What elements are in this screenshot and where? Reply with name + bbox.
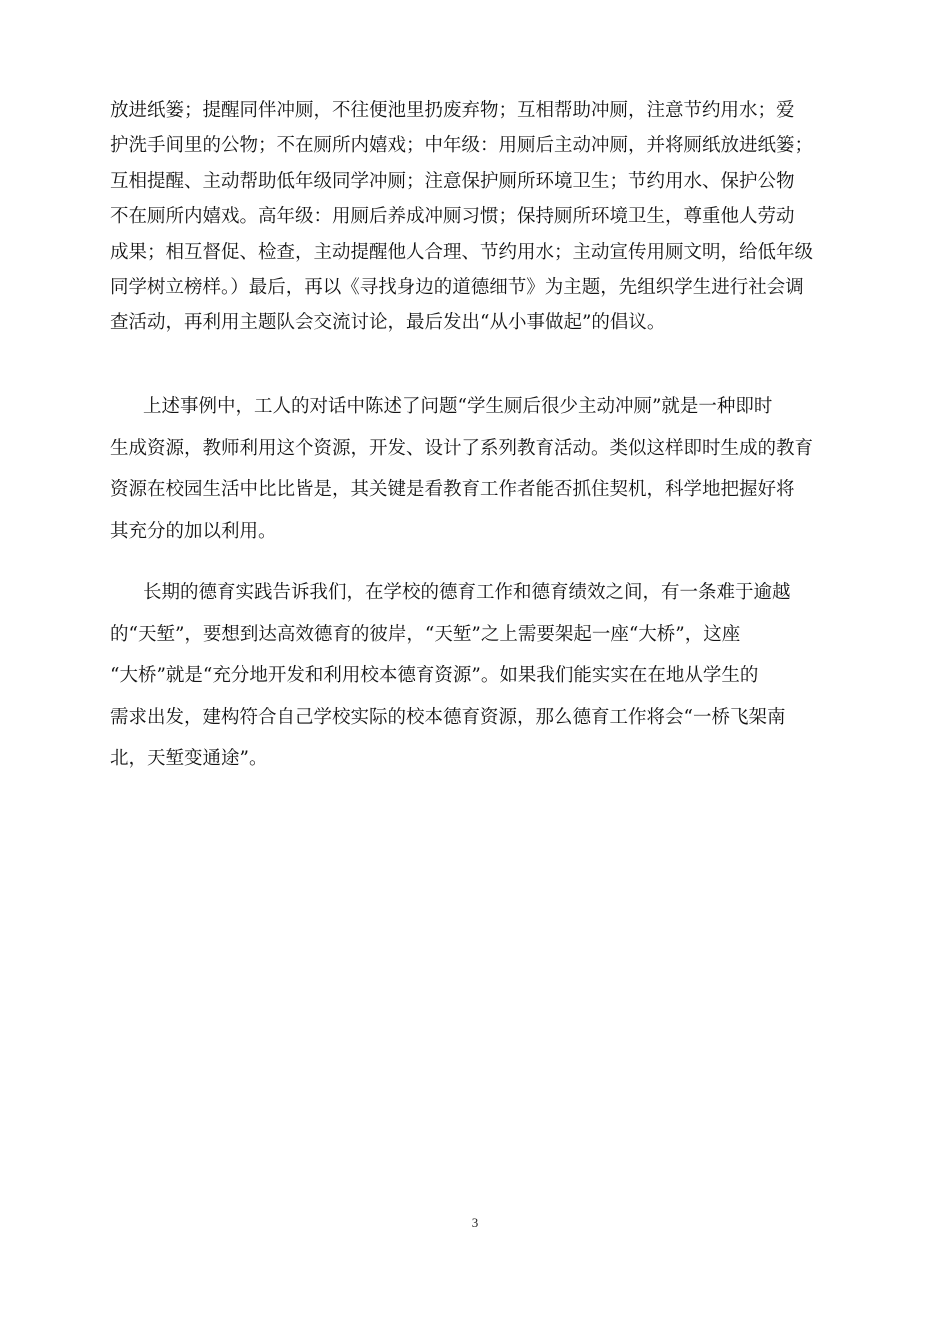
paragraph-line: “大桥”就是“充分地开发和利用校本德育资源”。如果我们能实实在在地从学生的 (110, 665, 759, 686)
paragraph-line: 上述事例中，工人的对话中陈述了问题“学生厕后很少主动冲厕”就是一种即时 (143, 396, 773, 417)
page-number: 3 (471, 1215, 479, 1230)
paragraph-analysis (110, 386, 813, 552)
paragraph-line: 成果；相互督促、检查，主动提醒他人合理、节约用水；主动宣传用厕文明，给低年级 (110, 241, 814, 263)
paragraph-line: 其充分的加以利用。 (110, 520, 277, 542)
paragraph-line: 生成资源，教师利用这个资源，开发、设计了系列教育活动。类似这样即时生成的教育 (110, 437, 814, 459)
paragraph-line: 不在厕所内嬉戏。高年级：用厕后养成冲厕习惯；保持厕所环境卫生，尊重他人劳动 (110, 206, 795, 228)
paragraph-line: 北，天堑变通途”。 (110, 748, 268, 769)
paragraph-line: 资源在校园生活中比比皆是，其关键是看教育工作者能否抓住契机，科学地把握好将 (110, 479, 795, 500)
paragraph-line: 护洗手间里的公物；不在厕所内嬉戏；中年级：用厕后主动冲厕，并将厕纸放进纸篓； (110, 135, 814, 157)
paragraph-line: 需求出发，建构符合自己学校实际的校本德育资源，那么德育工作将会“一桥飞架南 (110, 706, 786, 728)
paragraph-line: 同学树立榜样。）最后，再以《寻找身边的道德细节》为主题，先组织学生进行社会调 (110, 277, 804, 299)
paragraph-line: 的“天堑”，要想到达高效德育的彼岸，“天堑”之上需要架起一座“大桥”，这座 (110, 623, 741, 645)
paragraph-line: 放进纸篓；提醒同伴冲厕，不往便池里扔废弃物；互相帮助冲厕，注意节约用水；爱 (110, 100, 795, 121)
continued-paragraph (110, 93, 813, 341)
paragraph-line: 互相提醒、主动帮助低年级同学冲厕；注意保护厕所环境卫生；节约用水、保护公物 (110, 170, 795, 192)
paragraph-conclusion (110, 572, 791, 780)
paragraph-line: 长期的德育实践告诉我们，在学校的德育工作和德育绩效之间，有一条难于逾越 (143, 582, 791, 603)
paragraph-line: 查活动，再利用主题队会交流讨论，最后发出“从小事做起”的倡议。 (110, 312, 666, 334)
